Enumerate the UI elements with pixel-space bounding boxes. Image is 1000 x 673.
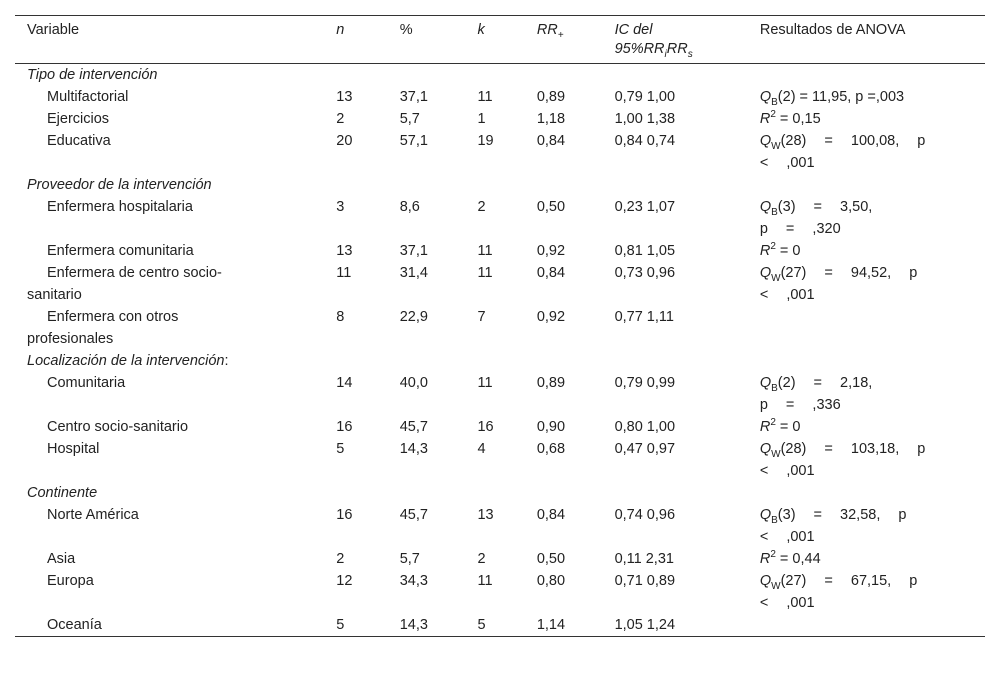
stat-superscript: 2 <box>770 109 776 121</box>
header-rr: $RR_+$ <box>536 22 564 41</box>
section-title <box>15 64 985 87</box>
cell-anova <box>760 614 985 637</box>
cell-n: 11 <box>336 265 352 281</box>
cell-n: 13 <box>336 89 353 105</box>
cell-rr: 0,80 <box>536 573 566 589</box>
stat-subscript: W <box>771 272 781 284</box>
stat-value: (2) = 11,95, p =,003 <box>777 89 905 105</box>
cell-k: 19 <box>477 133 494 149</box>
section-title-suffix: : <box>224 353 229 369</box>
row-variable <box>15 306 336 350</box>
cell-ic: 0,77 1,11 <box>614 309 674 325</box>
cell-rr: 0,84 <box>536 133 566 149</box>
stat-symbol: R <box>759 111 771 127</box>
row-variable-text: Centro socio-sanitario <box>47 419 189 435</box>
table-row <box>15 614 985 637</box>
stat-value: = 0 <box>775 419 801 435</box>
cell-ic: 0,80 1,00 <box>614 419 676 435</box>
cell-k: 11 <box>477 243 493 259</box>
stat-subscript: W <box>771 448 781 460</box>
section-title-text: Proveedor de la intervención <box>27 177 212 193</box>
stat-value: = 0,15 <box>775 111 821 127</box>
stat-subscript: B <box>771 382 778 394</box>
stat-value: (3) = 3,50, <box>777 199 873 215</box>
stat-symbol: Q <box>759 375 772 391</box>
table-row <box>15 570 985 614</box>
row-variable-text: Oceanía <box>47 617 102 633</box>
cell-k: 16 <box>477 419 494 435</box>
stat-superscript: 2 <box>770 241 776 253</box>
header-variable: Variable <box>27 22 80 38</box>
row-variable-text: Ejercicios <box>47 111 110 127</box>
cell-n: 2 <box>336 551 345 567</box>
cell-ic: 0,71 0,89 <box>614 573 676 589</box>
header-percent: % <box>399 22 413 38</box>
table-row <box>15 548 985 570</box>
cell-k: 5 <box>477 617 486 633</box>
cell-n: 12 <box>336 573 353 589</box>
cell-rr: 0,84 <box>536 507 566 523</box>
cell-n: 3 <box>336 199 345 215</box>
cell-percent: 8,6 <box>399 199 420 215</box>
anova-line1 <box>760 108 985 130</box>
header-anova: Resultados de ANOVA <box>759 22 906 38</box>
table-body <box>15 64 985 637</box>
cell-anova <box>760 306 985 350</box>
anova-line1 <box>760 548 985 570</box>
cell-percent: 37,1 <box>399 243 428 259</box>
anova-line2: < ,001 <box>759 287 815 303</box>
row-variable-text: Comunitaria <box>47 375 126 391</box>
cell-rr: 1,14 <box>536 617 566 633</box>
cell-anova <box>760 504 985 548</box>
cell-percent: 31,4 <box>399 265 428 281</box>
cell-rr: 0,50 <box>536 551 566 567</box>
cell-k: 1 <box>477 111 486 127</box>
cell-ic: 0,79 1,00 <box>614 89 676 105</box>
anova-line2: p = ,320 <box>759 221 841 237</box>
cell-anova <box>760 548 985 570</box>
section-header-row <box>15 64 985 87</box>
cell-k: 2 <box>477 551 486 567</box>
anova-line1 <box>760 86 985 108</box>
stat-symbol: Q <box>759 265 772 281</box>
cell-percent: 5,7 <box>399 111 420 127</box>
section-title <box>15 482 985 504</box>
anova-line1 <box>760 416 985 438</box>
row-variable <box>15 548 336 570</box>
row-variable-text: Enfermera hospitalaria <box>47 199 193 215</box>
table-row <box>15 438 985 482</box>
cell-rr: 0,50 <box>536 199 566 215</box>
stat-symbol: Q <box>759 573 772 589</box>
anova-line1 <box>760 130 985 152</box>
cell-n: 5 <box>336 441 345 457</box>
row-variable-line2: profesionales <box>27 331 114 347</box>
stat-symbol: Q <box>759 133 772 149</box>
cell-n: 16 <box>336 507 353 523</box>
cell-percent: 45,7 <box>399 507 428 523</box>
anova-line2: < ,001 <box>759 595 815 611</box>
row-variable-text: Educativa <box>47 133 111 149</box>
row-variable <box>15 570 336 614</box>
anova-line1 <box>760 504 985 526</box>
row-variable-line2: sanitario <box>27 287 82 303</box>
row-variable <box>15 130 336 174</box>
cell-k: 4 <box>477 441 486 457</box>
anova-line1 <box>760 196 985 218</box>
table-row <box>15 306 985 350</box>
row-variable-text: Asia <box>47 551 76 567</box>
cell-ic: 1,00 1,38 <box>614 111 676 127</box>
cell-percent: 14,3 <box>399 441 428 457</box>
stat-symbol: R <box>759 419 771 435</box>
cell-ic: 0,11 2,31 <box>614 551 674 567</box>
stat-symbol: Q <box>759 89 772 105</box>
row-variable-text: Norte América <box>47 507 139 523</box>
cell-anova <box>760 372 985 416</box>
section-header-row <box>15 482 985 504</box>
section-title <box>15 350 985 372</box>
stat-subscript: B <box>771 96 778 108</box>
cell-percent: 5,7 <box>399 551 420 567</box>
stat-symbol: Q <box>759 441 772 457</box>
cell-percent: 57,1 <box>399 133 428 149</box>
section-title-text: Continente <box>27 485 98 501</box>
cell-anova <box>760 86 985 108</box>
row-variable <box>15 262 336 306</box>
cell-ic: 0,23 1,07 <box>614 199 676 215</box>
section-title-text: Tipo de intervención <box>27 67 158 83</box>
cell-k: 11 <box>477 573 493 589</box>
header-k: k <box>477 22 485 38</box>
header-n: n <box>336 22 345 38</box>
cell-k: 7 <box>477 309 486 325</box>
cell-rr: 0,89 <box>536 89 566 105</box>
section-header-row <box>15 350 985 372</box>
table-row <box>15 504 985 548</box>
cell-ic: 0,74 0,96 <box>614 507 676 523</box>
row-variable-text: Multifactorial <box>47 89 129 105</box>
cell-n: 2 <box>336 111 345 127</box>
row-variable <box>15 438 336 482</box>
row-variable <box>15 416 336 438</box>
cell-percent: 14,3 <box>399 617 428 633</box>
anova-results-table <box>15 15 985 637</box>
cell-ic: 0,47 0,97 <box>614 441 676 457</box>
cell-anova <box>760 262 985 306</box>
stat-symbol: R <box>759 243 771 259</box>
stat-subscript: B <box>771 206 778 218</box>
anova-line1 <box>760 570 985 592</box>
cell-rr: 0,68 <box>536 441 566 457</box>
cell-anova <box>760 130 985 174</box>
cell-ic: 0,84 0,74 <box>614 133 676 149</box>
cell-n: 5 <box>336 617 345 633</box>
cell-n: 14 <box>336 375 353 391</box>
stat-value: = 0 <box>775 243 801 259</box>
stat-symbol: R <box>759 551 771 567</box>
cell-anova <box>760 416 985 438</box>
stat-value: (27) = 67,15, p <box>780 573 918 589</box>
cell-k: 13 <box>477 507 494 523</box>
cell-rr: 0,90 <box>536 419 566 435</box>
cell-percent: 45,7 <box>399 419 428 435</box>
stat-value: (28) = 100,08, p <box>780 133 926 149</box>
anova-line1 <box>760 372 985 394</box>
stat-value: (27) = 94,52, p <box>780 265 918 281</box>
row-variable-text: Europa <box>47 573 94 589</box>
row-variable <box>15 240 336 262</box>
row-variable-line1: Enfermera con otros <box>47 309 179 325</box>
section-header-row <box>15 174 985 196</box>
stat-value: (2) = 2,18, <box>777 375 873 391</box>
cell-rr: 0,92 <box>536 243 566 259</box>
cell-rr: 0,92 <box>536 309 566 325</box>
cell-k: 11 <box>477 89 493 105</box>
row-variable-text: Enfermera comunitaria <box>47 243 194 259</box>
cell-percent: 22,9 <box>399 309 428 325</box>
cell-n: 13 <box>336 243 353 259</box>
table-header-row <box>15 16 985 64</box>
row-variable <box>15 504 336 548</box>
anova-line1 <box>760 240 985 262</box>
table-row <box>15 196 985 240</box>
stat-superscript: 2 <box>770 549 776 561</box>
row-variable-text: Hospital <box>47 441 100 457</box>
table-row <box>15 86 985 108</box>
cell-k: 2 <box>477 199 486 215</box>
anova-line1 <box>760 438 985 460</box>
header-ic: IC del $95\%RR_iRR_s$ <box>614 22 693 60</box>
cell-percent: 37,1 <box>399 89 428 105</box>
cell-anova <box>760 108 985 130</box>
row-variable <box>15 108 336 130</box>
stat-symbol: Q <box>759 507 772 523</box>
cell-rr: 0,84 <box>536 265 566 281</box>
table-row <box>15 108 985 130</box>
anova-line1 <box>760 262 985 284</box>
stat-subscript: B <box>771 514 778 526</box>
anova-line2: < ,001 <box>759 529 815 545</box>
cell-ic: 0,79 0,99 <box>614 375 676 391</box>
anova-line2: p = ,336 <box>759 397 841 413</box>
anova-line2: < ,001 <box>759 155 815 171</box>
stat-superscript: 2 <box>770 417 776 429</box>
cell-ic: 1,05 1,24 <box>614 617 676 633</box>
table-row <box>15 130 985 174</box>
cell-rr: 1,18 <box>536 111 566 127</box>
cell-rr: 0,89 <box>536 375 566 391</box>
stat-value: (28) = 103,18, p <box>780 441 926 457</box>
row-variable <box>15 614 336 637</box>
cell-anova <box>760 438 985 482</box>
table-row <box>15 372 985 416</box>
row-variable <box>15 196 336 240</box>
stat-subscript: W <box>771 140 781 152</box>
cell-percent: 40,0 <box>399 375 428 391</box>
row-variable-line1: Enfermera de centro socio- <box>47 265 222 281</box>
cell-ic: 0,81 1,05 <box>614 243 676 259</box>
cell-n: 16 <box>336 419 353 435</box>
anova-line2: < ,001 <box>759 463 815 479</box>
stat-symbol: Q <box>759 199 772 215</box>
cell-k: 11 <box>477 265 493 281</box>
section-title-text: Localización de la intervención <box>27 353 225 369</box>
table-row <box>15 262 985 306</box>
row-variable <box>15 372 336 416</box>
row-variable <box>15 86 336 108</box>
cell-n: 8 <box>336 309 345 325</box>
section-title <box>15 174 985 196</box>
table-row <box>15 240 985 262</box>
stat-subscript: W <box>771 580 781 592</box>
cell-n: 20 <box>336 133 353 149</box>
stat-value: (3) = 32,58, p <box>777 507 907 523</box>
cell-anova <box>760 570 985 614</box>
cell-percent: 34,3 <box>399 573 428 589</box>
cell-anova <box>760 240 985 262</box>
cell-k: 11 <box>477 375 493 391</box>
table-row <box>15 416 985 438</box>
stat-value: = 0,44 <box>775 551 821 567</box>
cell-anova <box>760 196 985 240</box>
cell-ic: 0,73 0,96 <box>614 265 676 281</box>
